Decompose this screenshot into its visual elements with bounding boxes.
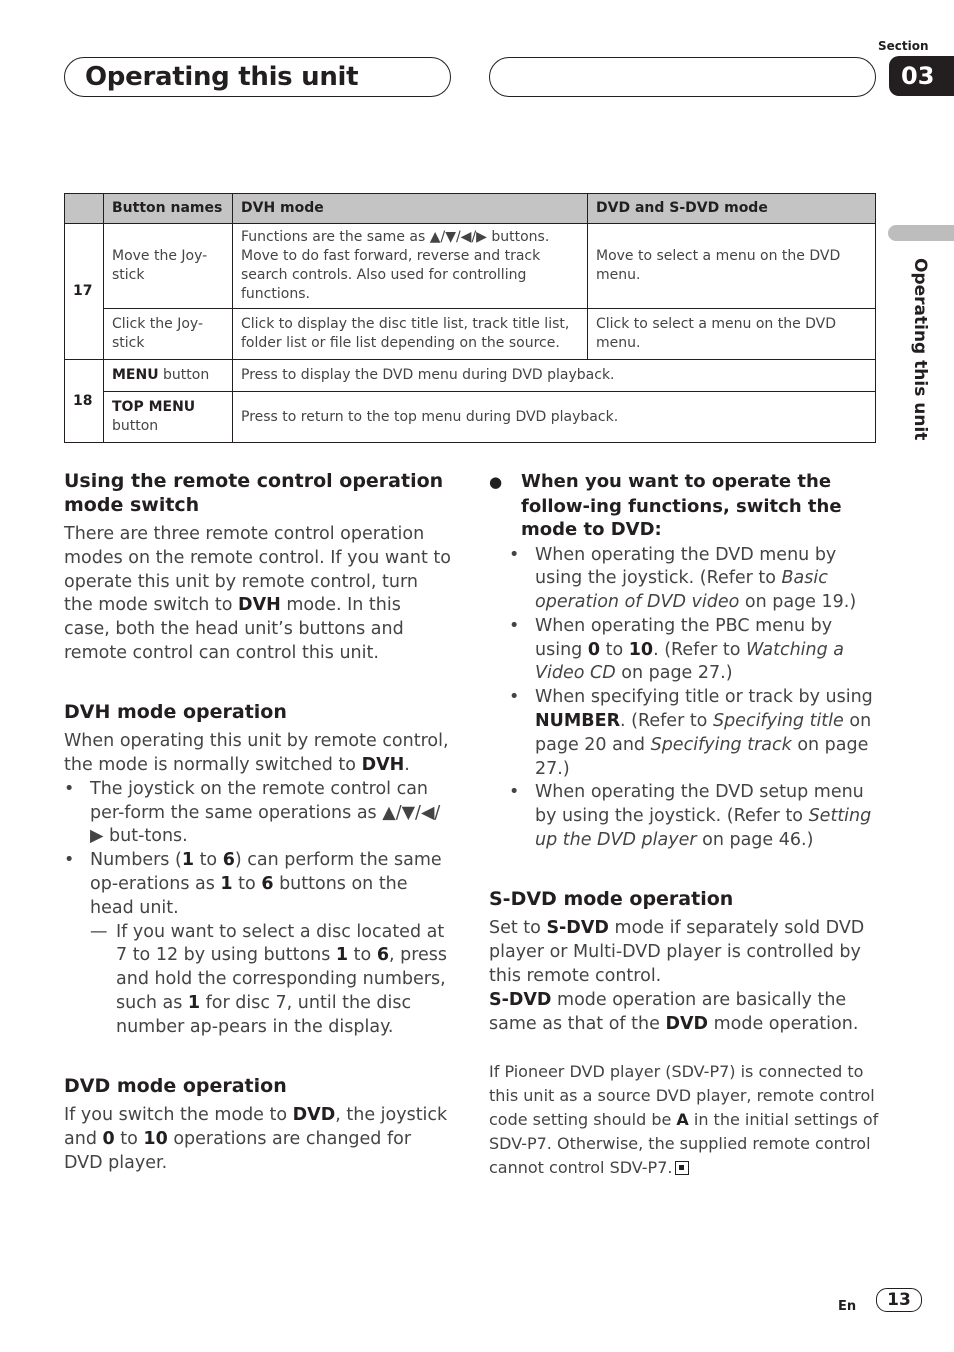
- button-name-rest: button: [158, 367, 210, 383]
- section-heading-mode-switch: Using the remote control operation mode switch: [64, 470, 444, 516]
- table-header-cell: DVH mode: [233, 194, 588, 224]
- list-item: • The joystick on the remote control can per-form the same operations as ▲/▼/◀/▶ but-tons.: [64, 778, 441, 847]
- table-row: [65, 224, 876, 309]
- bullet-list: [509, 544, 879, 853]
- paragraph: When operating this unit by remote control, the mode is normally switched to DVH.: [64, 731, 449, 776]
- row-number: 17: [65, 224, 104, 360]
- section-heading-dvd-switch: ● When you want to operate the follow-ing functions, switch the mode to DVD:: [489, 471, 842, 540]
- table-header-blank: [65, 194, 104, 224]
- section-heading-dvd-mode: DVD mode operation: [64, 1074, 287, 1097]
- section-heading-sdvd-mode: S-DVD mode operation: [489, 887, 734, 910]
- page-number: 13: [876, 1288, 922, 1312]
- bullet-icon: ●: [489, 473, 503, 491]
- list-item: • When operating the DVD setup menu by using the joystick. (Refer to Setting up the DVD player on page 46.): [509, 782, 872, 851]
- side-tab-marker: [888, 225, 954, 241]
- table-row: [65, 309, 876, 360]
- table-header-row: [65, 194, 876, 224]
- dvh-mode-cell: Functions are the same as ▲/▼/◀/▶ buttons. Move to do fast forward, reverse and track search controls. Also used for controlling functions.: [233, 224, 588, 309]
- header-blank-frame: [489, 57, 876, 97]
- dvh-mode-cell: Click to display the disc title list, track title list, folder list or file list depending on the source.: [233, 309, 588, 360]
- list-item: • When operating the PBC menu by using 0 to 10. (Refer to Watching a Video CD on page 27.): [509, 615, 845, 684]
- section-label: Section: [878, 39, 929, 53]
- row-number: 18: [65, 360, 104, 443]
- paragraph: If you switch the mode to DVD, the joystick and 0 to 10 operations are changed for DVD player.: [64, 1105, 448, 1173]
- button-function-table: [64, 193, 876, 443]
- bullet-list: [64, 778, 452, 921]
- button-name-cell: [104, 360, 233, 392]
- button-name-bold: TOP MENU: [112, 399, 196, 415]
- dvd-mode-cell: Move to select a menu on the DVD menu.: [588, 224, 876, 309]
- right-column: [489, 470, 879, 1179]
- note-paragraph: If Pioneer DVD player (SDV-P7) is connected to this unit as a source DVD player, remote control code setting should be A in the initial settings of SDV-P7. Otherwise, the supplied remote control cannot control SDV-P7.: [489, 1062, 879, 1177]
- button-name-rest: button: [112, 418, 159, 434]
- paragraph: There are three remote control operation modes on the remote control. If you want to operate this unit by remote control, turn the mode switch to DVH mode. In this case, both the head unit’s buttons and remote control can control this unit.: [64, 524, 451, 663]
- list-item: • When specifying title or track by using NUMBER. (Refer to Specifying title on page 20 and Specifying track on page 27.): [509, 687, 873, 779]
- section-number-badge: 03: [889, 56, 954, 96]
- paragraph: S-DVD mode operation are basically the same as that of the DVD mode operation.: [489, 989, 859, 1034]
- section-heading-dvh-mode: DVH mode operation: [64, 700, 287, 723]
- table-row: [65, 360, 876, 392]
- table-row: [65, 392, 876, 443]
- list-item: • When operating the DVD menu by using the joystick. (Refer to Basic operation of DVD video on page 19.): [509, 544, 857, 613]
- dvd-mode-cell: Click to select a menu on the DVD menu.: [588, 309, 876, 360]
- table-header-cell: Button names: [104, 194, 233, 224]
- sub-note: — If you want to select a disc located at 7 to 12 by using buttons 1 to 6, press and hold the corresponding numbers, such as 1 for disc 7, until the disc number ap-pears in the display.: [90, 921, 448, 1037]
- paragraph: Set to S-DVD mode if separately sold DVD player or Multi-DVD player is controlled by this remote control.: [489, 918, 865, 986]
- description-cell: Press to return to the top menu during DVD playback.: [233, 392, 876, 443]
- end-mark-icon: [675, 1161, 689, 1175]
- table-header-cell: DVD and S-DVD mode: [588, 194, 876, 224]
- description-cell: Press to display the DVD menu during DVD playback.: [233, 360, 876, 392]
- button-name-cell: Click the Joy-stick: [104, 309, 233, 360]
- button-name-cell: [104, 392, 233, 443]
- button-name-bold: MENU: [112, 367, 159, 383]
- left-column: [64, 470, 452, 1176]
- page-title: Operating this unit: [85, 62, 359, 92]
- button-name-cell: Move the Joy-stick: [104, 224, 233, 309]
- side-section-label: Operating this unit: [910, 258, 930, 441]
- list-item: • Numbers (1 to 6) can perform the same op-erations as 1 to 6 buttons on the head unit.: [64, 850, 442, 918]
- language-label: En: [838, 1299, 857, 1314]
